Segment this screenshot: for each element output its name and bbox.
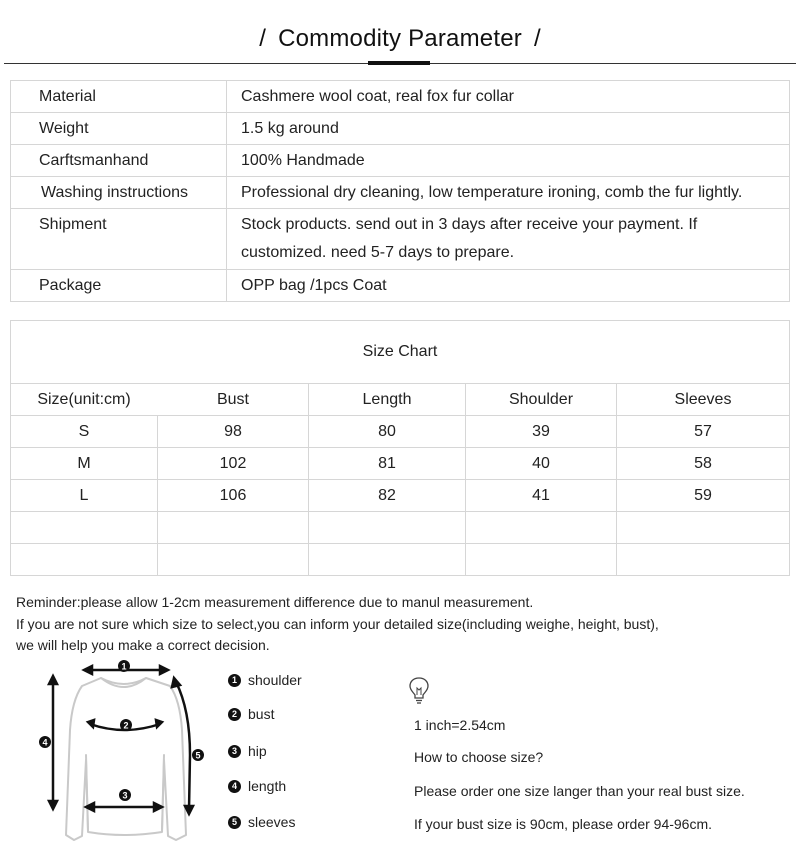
diagram-number: 5: [195, 750, 201, 761]
legend-number: 1: [228, 674, 241, 687]
empty-cell: [309, 544, 466, 576]
page-title: [0, 25, 800, 53]
title-accent-bar: [368, 61, 430, 65]
legend-number: 5: [228, 816, 241, 829]
bust-cell: 102: [158, 448, 309, 480]
shoulder-cell: 40: [466, 448, 617, 480]
empty-cell: [309, 512, 466, 544]
legend-label: bust: [248, 706, 275, 722]
table-row-empty: [11, 544, 790, 576]
length-cell: 80: [309, 416, 466, 448]
tip-question: How to choose size?: [414, 749, 544, 765]
sleeves-cell: 58: [617, 448, 790, 480]
shoulder-cell: 41: [466, 480, 617, 512]
size-cell: L: [11, 480, 158, 512]
tip-conversion: 1 inch=2.54cm: [414, 717, 506, 733]
tip-advice: If your bust size is 90cm, please order 94-96cm.: [414, 816, 713, 832]
legend-number: 3: [228, 745, 241, 758]
reminder-line: Reminder:please allow 1-2cm measurement difference due to manul measurement.: [16, 594, 534, 610]
param-row-craftsmanship: [11, 145, 790, 177]
legend-label: sleeves: [248, 814, 296, 830]
param-label: Package: [11, 270, 227, 302]
param-label: Shipment: [11, 209, 227, 270]
title-slash-right: /: [533, 25, 541, 52]
column-header: Length: [309, 384, 466, 416]
size-cell: M: [11, 448, 158, 480]
column-header: Shoulder: [466, 384, 617, 416]
sweater-illustration: [36, 660, 216, 845]
size-chart-caption-row: [11, 321, 790, 384]
param-value: Professional dry cleaning, low temperature ironing, comb the fur lightly.: [227, 177, 790, 209]
empty-cell: [158, 544, 309, 576]
table-row: [11, 480, 790, 512]
legend-item: [228, 814, 295, 830]
empty-cell: [617, 512, 790, 544]
bust-cell: 98: [158, 416, 309, 448]
legend-item: [228, 672, 302, 688]
param-row-shipment: [11, 209, 790, 270]
param-value: 1.5 kg around: [227, 113, 790, 145]
tip-advice: Please order one size langer than your real bust size.: [414, 783, 745, 799]
diagram-number: 1: [121, 661, 127, 672]
param-value: Cashmere wool coat, real fox fur collar: [227, 81, 790, 113]
diagram-number: 4: [42, 737, 48, 748]
legend-number: 2: [228, 708, 241, 721]
param-label: Carftsmanhand: [11, 145, 227, 177]
legend-number: 4: [228, 780, 241, 793]
param-value: [227, 209, 790, 270]
empty-cell: [11, 512, 158, 544]
bust-cell: 106: [158, 480, 309, 512]
empty-cell: [617, 544, 790, 576]
param-label: Washing instructions: [11, 177, 227, 209]
size-chart-table: [10, 320, 790, 576]
param-value: OPP bag /1pcs Coat: [227, 270, 790, 302]
table-row: [11, 448, 790, 480]
title-slash-left: /: [259, 25, 267, 52]
legend-item: [228, 743, 267, 759]
title-text: Commodity Parameter: [278, 25, 522, 52]
empty-cell: [466, 544, 617, 576]
param-label: Material: [11, 81, 227, 113]
legend-item: [228, 706, 274, 722]
param-row-washing: [11, 177, 790, 209]
shoulder-cell: 39: [466, 416, 617, 448]
empty-cell: [11, 544, 158, 576]
param-row-weight: [11, 113, 790, 145]
param-row-material: [11, 81, 790, 113]
legend-label: hip: [248, 743, 267, 759]
param-value-line: Stock products. send out in 3 days after receive your payment. If: [241, 216, 698, 233]
table-row: [11, 416, 790, 448]
param-row-package: [11, 270, 790, 302]
length-cell: 81: [309, 448, 466, 480]
section-header: [0, 0, 800, 72]
sleeves-cell: 59: [617, 480, 790, 512]
param-label: Weight: [11, 113, 227, 145]
legend-label: length: [248, 778, 287, 794]
column-header: Sleeves: [617, 384, 790, 416]
sleeves-cell: 57: [617, 416, 790, 448]
length-cell: 82: [309, 480, 466, 512]
empty-cell: [158, 512, 309, 544]
column-header: Size(unit:cm): [11, 384, 158, 416]
param-value: 100% Handmade: [227, 145, 790, 177]
param-value-line: customized. need 5-7 days to prepare.: [241, 244, 515, 261]
reminder-text: [16, 592, 659, 657]
reminder-line: we will help you make a correct decision.: [16, 637, 270, 653]
lightbulb-icon: [408, 676, 430, 704]
diagram-number: 3: [122, 790, 128, 801]
legend-item: [228, 778, 286, 794]
size-chart-header-row: [11, 384, 790, 416]
diagram-number: 2: [123, 720, 129, 731]
table-row-empty: [11, 512, 790, 544]
empty-cell: [466, 512, 617, 544]
legend-label: shoulder: [248, 672, 302, 688]
reminder-line: If you are not sure which size to select,you can inform your detailed size(including weighe, height, bust),: [16, 615, 659, 632]
parameter-table: [10, 80, 790, 302]
column-header: Bust: [158, 384, 309, 416]
size-chart-title: Size Chart: [11, 321, 790, 384]
sweater-measurement-diagram: [36, 660, 216, 845]
size-cell: S: [11, 416, 158, 448]
